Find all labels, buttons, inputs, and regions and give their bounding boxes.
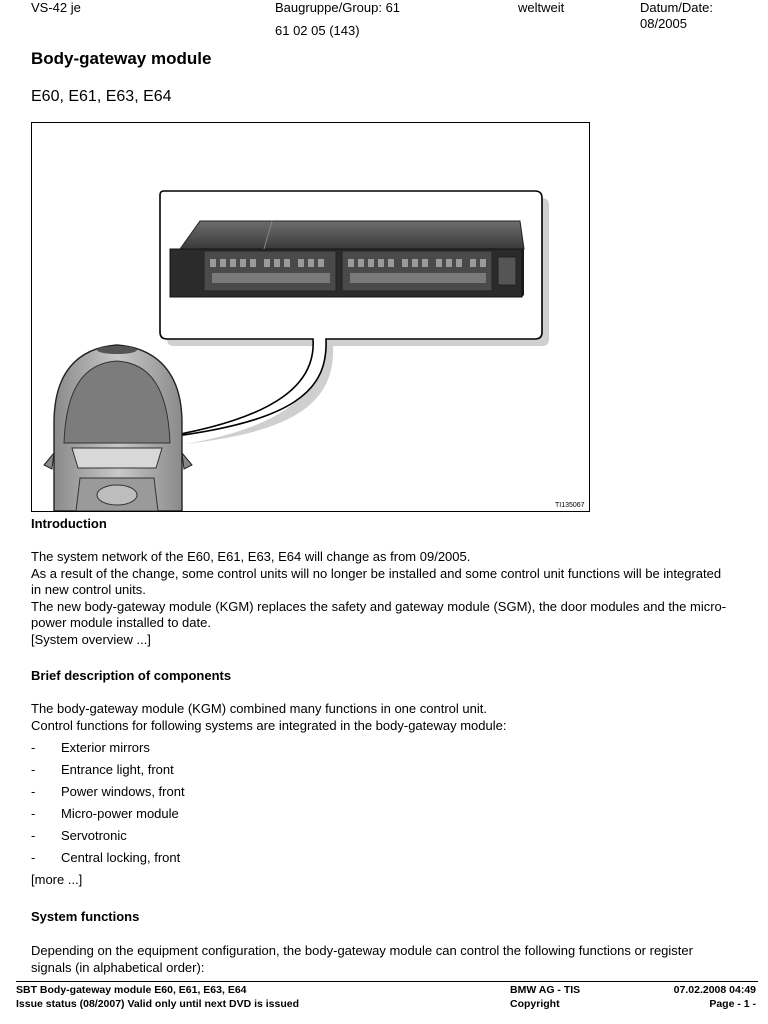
- list-item-label: Entrance light, front: [61, 762, 174, 777]
- intro-line: The new body-gateway module (KGM) replaces the safety and gateway module (SGM), the door modules and the micro-power module installed to date.: [31, 598, 727, 630]
- list-item-label: Exterior mirrors: [61, 740, 150, 755]
- component-figure: [31, 122, 590, 512]
- footer-doc-title: SBT Body-gateway module E60, E61, E63, E64: [16, 984, 247, 996]
- model-list: E60, E61, E63, E64: [31, 88, 172, 105]
- footer-page-number: Page - 1 -: [709, 998, 756, 1010]
- group-label: Baugruppe/Group: 61: [275, 0, 401, 15]
- intro-line: The system network of the E60, E61, E63, E64 will change as from 09/2005.: [31, 549, 471, 564]
- components-heading: Brief description of components: [31, 668, 232, 683]
- list-item-label: Power windows, front: [61, 784, 185, 799]
- bullet-dash: -: [31, 784, 36, 799]
- intro-text: [31, 549, 731, 648]
- components-line: Control functions for following systems are integrated in the body-gateway module:: [31, 717, 507, 733]
- system-functions-text: Depending on the equipment configuration, the body-gateway module can control the following functions or register signals (in alphabetical order):: [31, 943, 693, 975]
- bullet-dash: -: [31, 828, 36, 843]
- footer-copyright: Copyright: [510, 998, 560, 1010]
- list-item-label: Micro-power module: [61, 806, 179, 821]
- body-gateway-module-graphic: [170, 221, 524, 297]
- region: weltweit: [518, 0, 565, 15]
- system-functions-heading: System functions: [31, 909, 140, 924]
- footer-timestamp: 07.02.2008 04:49: [673, 984, 756, 996]
- doc-id: VS-42 je: [31, 0, 81, 15]
- footer-issue-status: Issue status (08/2007) Valid only until next DVD is issued: [16, 998, 300, 1010]
- system-overview-link[interactable]: [System overview ...]: [31, 631, 151, 647]
- bullet-dash: -: [31, 806, 36, 821]
- intro-line: As a result of the change, some control units will no longer be installed and some control unit functions will be integrated in new control units.: [31, 565, 722, 597]
- footer-divider: [16, 981, 758, 982]
- intro-heading: Introduction: [31, 516, 107, 531]
- bullet-dash: -: [31, 762, 36, 777]
- group-number: 61 02 05 (143): [275, 23, 360, 38]
- date-label: Datum/Date:: [640, 0, 713, 15]
- module-illustration: [32, 123, 589, 511]
- date-value: 08/2005: [640, 16, 687, 31]
- bullet-dash: -: [31, 850, 36, 865]
- image-code: TI135067: [555, 502, 585, 509]
- components-text: [31, 701, 731, 734]
- footer-publisher: BMW AG - TIS: [510, 984, 581, 996]
- page-title: Body-gateway module: [31, 49, 212, 68]
- more-link[interactable]: [more ...]: [31, 872, 83, 887]
- bullet-dash: -: [31, 740, 36, 755]
- components-line: The body-gateway module (KGM) combined many functions in one control unit.: [31, 701, 487, 716]
- list-item-label: Servotronic: [61, 828, 127, 843]
- list-item-label: Central locking, front: [61, 850, 181, 865]
- vehicle-graphic: [44, 345, 192, 511]
